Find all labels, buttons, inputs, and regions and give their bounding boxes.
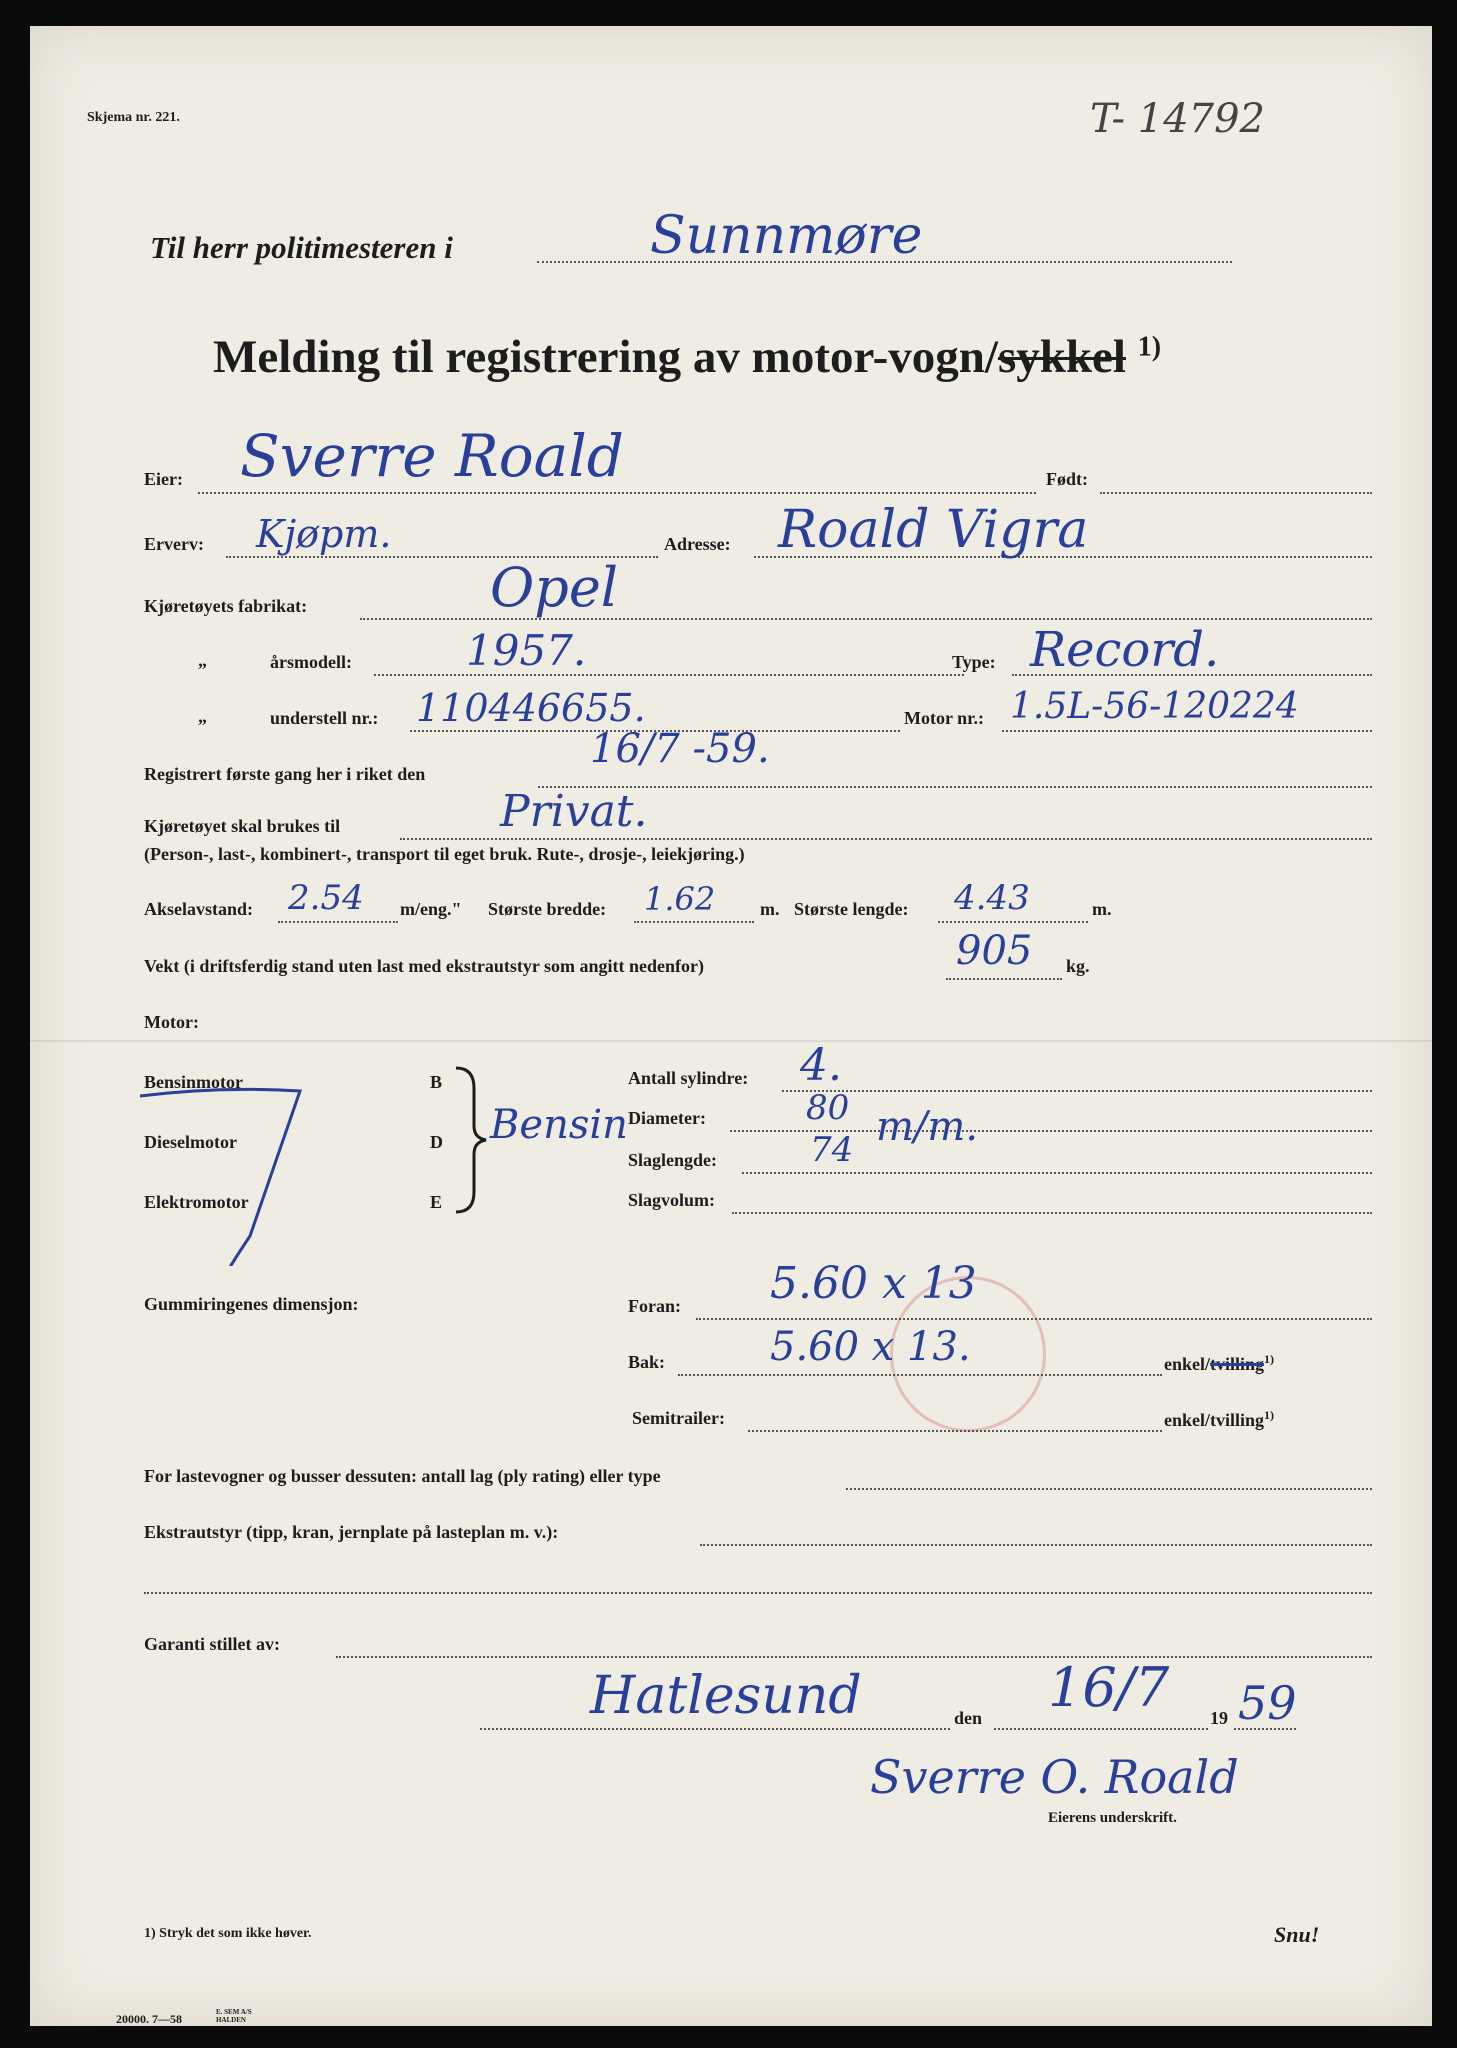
understell-label: understell nr.: — [270, 708, 379, 728]
bredde-label: Største bredde: — [488, 899, 607, 919]
lengde-value: 4.43 — [954, 878, 1030, 918]
vekt-line — [946, 978, 1062, 980]
aksel-line — [278, 921, 398, 923]
understell-value: 110446655. — [416, 686, 646, 730]
signature-caption: Eierens underskrift. — [1048, 1810, 1177, 1826]
arsmodell-label: årsmodell: — [270, 652, 352, 672]
eier-label: Eier: — [144, 469, 183, 489]
date-value: 16/7 — [1048, 1656, 1170, 1719]
foran-value: 5.60 x 13 — [770, 1258, 977, 1309]
adresse-value: Roald Vigra — [778, 500, 1089, 560]
printer-imprint — [216, 2008, 252, 2024]
printer-line-1: E. SEM A/S — [216, 2008, 252, 2016]
diameter-label: Diameter: — [628, 1108, 706, 1128]
fabrikat-value: Opel — [490, 556, 619, 619]
brukes-label: Kjøretøyet skal brukes til — [144, 816, 341, 836]
bensin-code: B — [430, 1072, 443, 1092]
aksel-label: Akselavstand: — [144, 899, 254, 919]
form-sheet — [30, 26, 1432, 2026]
foran-label: Foran: — [628, 1296, 681, 1316]
owner-signature: Sverre O. Roald — [870, 1750, 1239, 1804]
fold-crease — [30, 1040, 1432, 1042]
garanti-line — [336, 1656, 1372, 1658]
printer-line-2: HALDEN — [216, 2016, 246, 2024]
addressee-value: Sunnmøre — [650, 206, 923, 266]
fuel-value: Bensin — [490, 1102, 628, 1148]
print-info: 20000. 7—58 — [116, 2012, 182, 2026]
brukes-hint: (Person-, last-, kombinert-, transport til eget bruk. Rute-, drosje-, leiekjøring.) — [144, 844, 745, 864]
bak-enkel: enkel/ — [1164, 1354, 1211, 1374]
bredde-unit: m. — [760, 899, 780, 919]
form-number: Skjema nr. 221. — [87, 110, 180, 125]
den-label: den — [954, 1708, 983, 1728]
ekstrautstyr-line-2 — [144, 1592, 1372, 1594]
place-line — [480, 1728, 950, 1730]
vekt-unit: kg. — [1066, 956, 1090, 976]
aksel-value: 2.54 — [288, 878, 364, 918]
semitrailer-line — [748, 1430, 1162, 1432]
year-prefix: 19 — [1210, 1708, 1228, 1728]
slaglengde-label: Slaglengde: — [628, 1150, 718, 1170]
slaglengde-line — [742, 1172, 1372, 1174]
motor-section-label: Motor: — [144, 1012, 199, 1032]
erverv-value: Kjøpm. — [256, 512, 392, 556]
foran-line — [696, 1318, 1372, 1320]
lastevogner-line — [846, 1488, 1372, 1490]
eier-line — [198, 492, 1036, 494]
title-footnote-ref: 1) — [1137, 331, 1162, 363]
fodt-line — [1100, 492, 1372, 494]
bak-line — [678, 1374, 1162, 1376]
arsmodell-line — [374, 674, 964, 676]
adresse-label: Adresse: — [664, 534, 731, 554]
motor-nr-label: Motor nr.: — [904, 708, 984, 728]
diesel-code: D — [430, 1132, 443, 1152]
elektro-code: E — [430, 1192, 443, 1212]
sylindre-line — [782, 1090, 1372, 1092]
registrert-label: Registrert første gang her i riket den — [144, 764, 426, 784]
page-title — [213, 330, 1161, 384]
erverv-label: Erverv: — [144, 534, 204, 554]
date-line — [994, 1728, 1208, 1730]
bak-label: Bak: — [628, 1352, 666, 1372]
lengde-label: Største lengde: — [794, 899, 909, 919]
slaglengde-value: 74 — [810, 1130, 854, 1170]
registrert-line — [538, 786, 1372, 788]
sylindre-value: 4. — [800, 1040, 842, 1091]
slagvolum-line — [732, 1212, 1372, 1214]
registrert-value: 16/7 -59. — [590, 726, 770, 772]
type-label: Type: — [952, 652, 996, 672]
motor-selection-mark — [130, 1066, 330, 1266]
brukes-line — [400, 838, 1372, 840]
year-suffix: 59 — [1238, 1676, 1297, 1730]
lengde-line — [938, 921, 1088, 923]
bak-footnote-ref: 1) — [1264, 1352, 1275, 1366]
ekstrautstyr-line — [700, 1544, 1372, 1546]
motor-brace — [450, 1064, 490, 1216]
semitrailer-option — [1164, 1408, 1274, 1431]
ekstrautstyr-label: Ekstrautstyr (tipp, kran, jernplate på lasteplan m. v.): — [144, 1522, 559, 1542]
slagvolum-label: Slagvolum: — [628, 1190, 716, 1210]
garanti-label: Garanti stillet av: — [144, 1634, 280, 1654]
lengde-unit: m. — [1092, 899, 1112, 919]
arsmodell-value: 1957. — [466, 626, 587, 675]
bredde-value: 1.62 — [644, 880, 716, 918]
motor-nr-line — [1002, 730, 1372, 732]
title-struck-word: sykkel — [997, 331, 1126, 383]
bak-tvilling-struck: tvilling — [1210, 1354, 1265, 1374]
lastevogner-label: For lastevogner og busser dessuten: antall lag (ply rating) eller type — [144, 1466, 661, 1486]
elektromotor-label: Elektromotor — [144, 1192, 249, 1212]
bensinmotor-label: Bensinmotor — [144, 1072, 243, 1092]
diameter-value: 80 — [806, 1088, 850, 1128]
fodt-label: Født: — [1046, 469, 1088, 489]
footnote: 1) Stryk det som ikke høver. — [144, 1926, 312, 1941]
brukes-value: Privat. — [500, 786, 648, 837]
place-value: Hatlesund — [590, 1666, 862, 1726]
dieselmotor-label: Dieselmotor — [144, 1132, 237, 1152]
fabrikat-label: Kjøretøyets fabrikat: — [144, 596, 308, 616]
semitrailer-footnote-ref: 1) — [1264, 1408, 1275, 1422]
semitrailer-label: Semitrailer: — [632, 1408, 725, 1428]
bak-value: 5.60 x 13. — [770, 1324, 971, 1370]
semitrailer-option-text: enkel/tvilling — [1164, 1410, 1265, 1430]
bak-option — [1164, 1352, 1274, 1375]
eier-value: Sverre Roald — [240, 422, 624, 490]
title-main: Melding til registrering av motor-vogn/ — [213, 331, 998, 383]
ditto-mark-1: „ — [198, 650, 207, 670]
bredde-line — [634, 921, 754, 923]
archive-number: T- 14792 — [1090, 96, 1265, 142]
diameter-unit: m/m. — [876, 1104, 979, 1150]
snu-label: Snu! — [1274, 1922, 1320, 1947]
motor-nr-value: 1.5L-56-120224 — [1010, 686, 1299, 727]
ditto-mark-2: „ — [198, 706, 207, 726]
sylindre-label: Antall sylindre: — [628, 1068, 749, 1088]
vekt-value: 905 — [956, 928, 1033, 974]
tyres-label: Gummiringenes dimensjon: — [144, 1294, 359, 1314]
addressee-label: Til herr politimesteren i — [150, 230, 453, 265]
aksel-unit: m/eng." — [400, 899, 462, 919]
type-value: Record. — [1030, 622, 1220, 678]
vekt-label: Vekt (i driftsferdig stand uten last med ekstrautstyr som angitt nedenfor) — [144, 956, 704, 976]
